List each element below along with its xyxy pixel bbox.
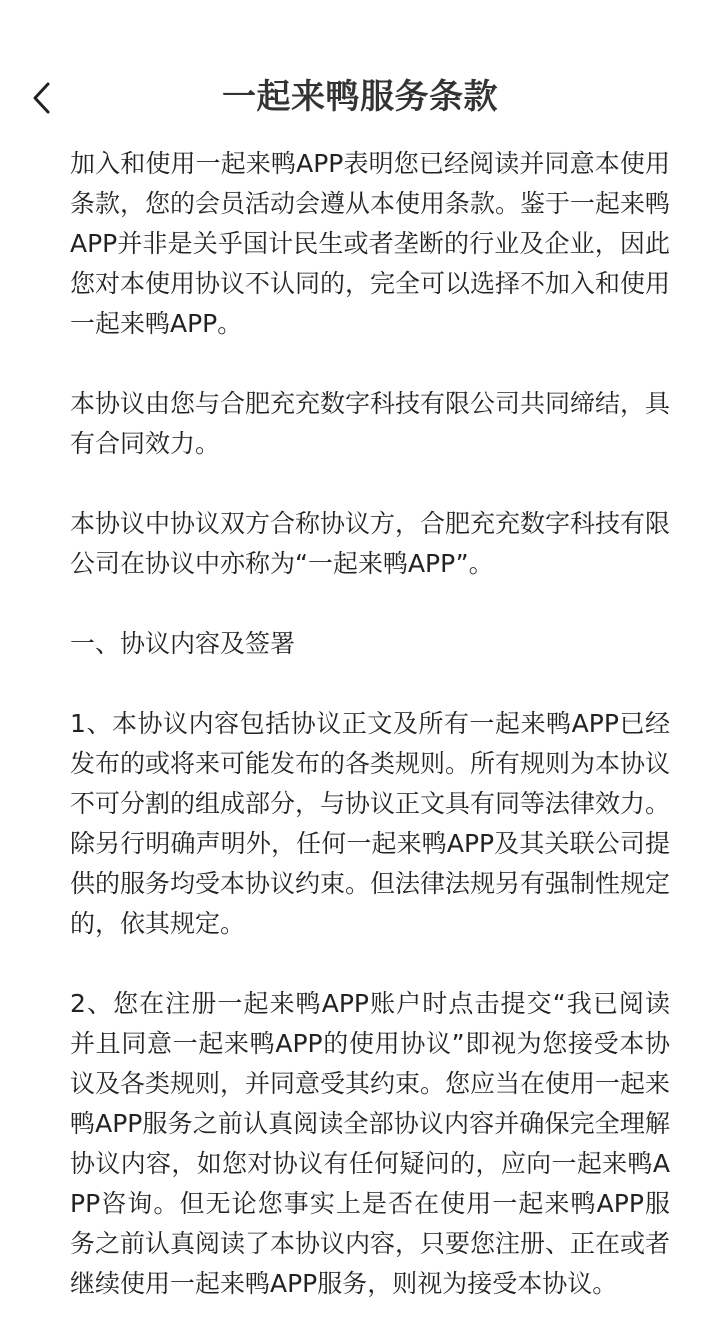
clause-1: 1、本协议内容包括协议正文及所有一起来鸭APP已经发布的或将来可能发布的各类规则。所有规则为本协议不可分割的组成部分，与协议正文具有同等法律效力。除另行明确声明外，任何一起来鸭APP及其关联公司提供的服务均受本协议约束。但法律法规另有强制性规定的，依其规定。 [70, 709, 671, 938]
header [0, 0, 720, 140]
terms-content[interactable] [70, 144, 670, 1344]
paragraph-parties: 本协议由您与合肥充充数字科技有限公司共同缔结，具有合同效力。 [70, 389, 671, 458]
paragraph-alias: 本协议中协议双方合称协议方，合肥充充数字科技有限公司在协议中亦称为“一起来鸭APP”。 [70, 509, 671, 578]
paragraph-intro: 加入和使用一起来鸭APP表明您已经阅读并同意本使用条款，您的会员活动会遵从本使用条款。鉴于一起来鸭APP并非是关乎国计民生或者垄断的行业及企业，因此您对本使用协议不认同的，完全可以选择不加入和使用一起来鸭APP。 [70, 149, 671, 338]
page-title: 一起来鸭服务条款 [222, 77, 498, 117]
section-heading: 一、协议内容及签署 [70, 629, 296, 658]
clause-2: 2、您在注册一起来鸭APP账户时点击提交“我已阅读并且同意一起来鸭APP的使用协议”即视为您接受本协议及各类规则，并同意受其约束。您应当在使用一起来鸭APP服务之前认真阅读全部协议内容并确保完全理解协议内容，如您对协议有任何疑问的，应向一起来鸭APP咨询。但无论您事实上是否在使用一起来鸭APP服务之前认真阅读了本协议内容，只要您注册、正在或者继续使用一起来鸭APP服务，则视为接受本协议。 [70, 989, 671, 1298]
